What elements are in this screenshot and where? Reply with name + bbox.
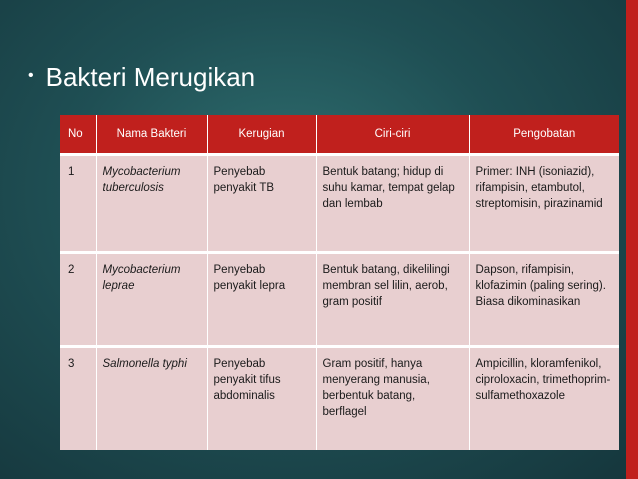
- cell-nama-bakteri: Mycobacterium leprae: [96, 253, 207, 347]
- cell-pengobatan: Primer: INH (isoniazid), rifampisin, etambutol, streptomisin, pirazinamid: [469, 155, 619, 253]
- cell-ciri-ciri: Gram positif, hanya menyerang manusia, berbentuk batang, berflagel: [316, 347, 469, 451]
- slide-title: [28, 62, 255, 94]
- cell-ciri-ciri: Bentuk batang; hidup di suhu kamar, tempat gelap dan lembab: [316, 155, 469, 253]
- cell-kerugian: Penyebab penyakit TB: [207, 155, 316, 253]
- header-nama-bakteri: Nama Bakteri: [96, 115, 207, 155]
- bacteria-table: [60, 115, 619, 450]
- cell-pengobatan: Dapson, rifampisin, klofazimin (paling sering). Biasa dikominasikan: [469, 253, 619, 347]
- bacteria-table-container: [60, 115, 619, 450]
- cell-nama-bakteri: Mycobacterium tuberculosis: [96, 155, 207, 253]
- cell-nama-bakteri: Salmonella typhi: [96, 347, 207, 451]
- cell-no: 2: [60, 253, 96, 347]
- bullet-dot: •: [28, 67, 34, 85]
- header-pengobatan: Pengobatan: [469, 115, 619, 155]
- table-header-row: [60, 115, 619, 155]
- slide-title-text: Bakteri Merugikan: [45, 62, 256, 92]
- cell-kerugian: Penyebab penyakit tifus abdominalis: [207, 347, 316, 451]
- table-row: [60, 155, 619, 253]
- cell-no: 1: [60, 155, 96, 253]
- cell-ciri-ciri: Bentuk batang, dikelilingi membran sel lilin, aerob, gram positif: [316, 253, 469, 347]
- header-no: No: [60, 115, 96, 155]
- table-row: [60, 253, 619, 347]
- accent-bar: [626, 0, 638, 479]
- header-kerugian: Kerugian: [207, 115, 316, 155]
- table-row: [60, 347, 619, 451]
- header-ciri-ciri: Ciri-ciri: [316, 115, 469, 155]
- cell-kerugian: Penyebab penyakit lepra: [207, 253, 316, 347]
- cell-pengobatan: Ampicillin, kloramfenikol, ciproloxacin, trimethoprim-sulfamethoxazole: [469, 347, 619, 451]
- cell-no: 3: [60, 347, 96, 451]
